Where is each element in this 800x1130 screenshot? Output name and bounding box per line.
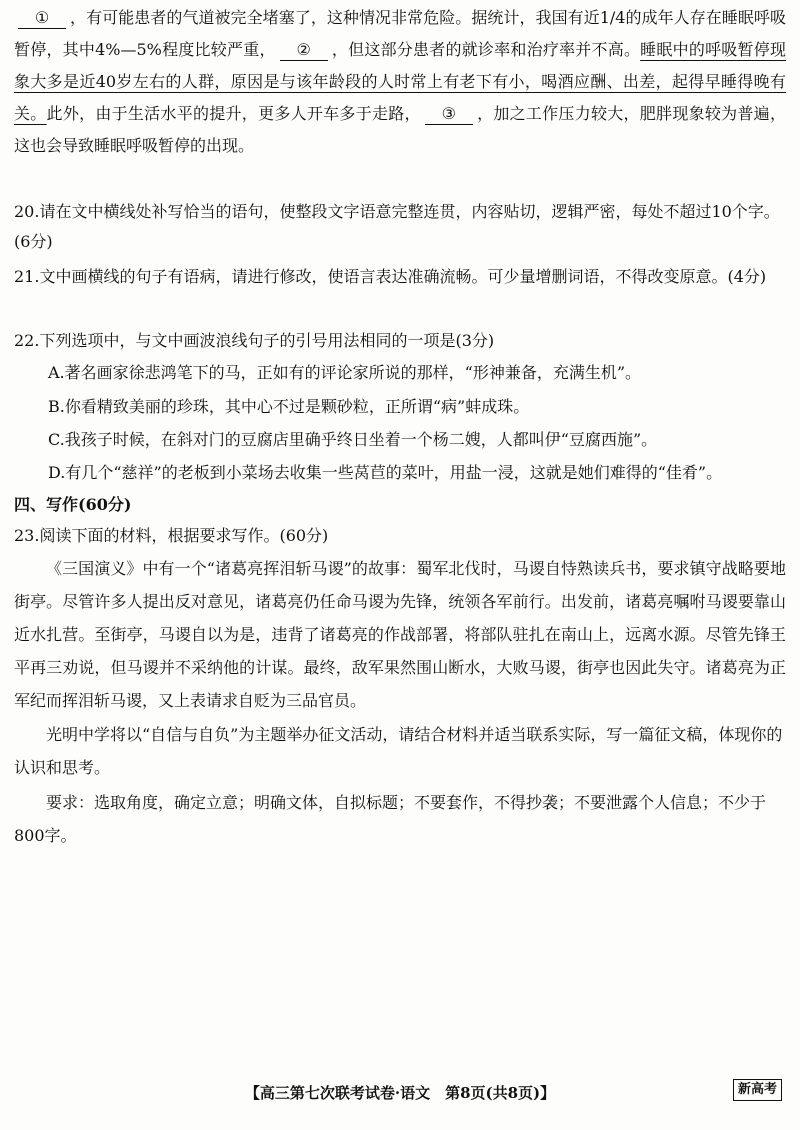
- option-c: C.我孩子时候，在斜对门的豆腐店里确乎终日坐着一个杨二嫂，人都叫伊“豆腐西施”。: [48, 430, 658, 449]
- passage-sentence-1: ，有可能患者的气道被完全堵塞了，这种情况非常危险。据统计，我国有近1/4的成年人存在睡眠呼吸暂停，其中4%—5%程度比较严重，: [14, 8, 786, 59]
- passage-sentence-4: ，加之工作压力较大，肥胖现象较为普遍，这也会导致睡眠呼吸暂停的出现。: [14, 104, 786, 155]
- writing-task: 光明中学将以“自信与自负”为主题举办征文活动，请结合材料并适当联系实际，写一篇征文稿，体现你的认识和思考。: [14, 725, 783, 777]
- exam-type-badge: 新高考: [733, 1079, 782, 1101]
- writing-requirements: 要求：选取角度，确定立意；明确文体，自拟标题；不要套作，不得抄袭；不要泄露个人信息；不少于800字。: [14, 793, 767, 845]
- option-d: D.有几个“慈祥”的老板到小菜场去收集一些莴苣的菜叶，用盐一浸，这就是她们难得的“佳肴”。: [48, 463, 723, 482]
- writing-material: 《三国演义》中有一个“诸葛亮挥泪斩马谡”的故事：蜀军北伐时，马谡自恃熟读兵书，要求镇守战略要地街亭。尽管许多人提出反对意见，诸葛亮仍任命马谡为先锋，统领各军前行。出发前，诸葛亮嘱咐马谡要靠山近水扎营。至街亭，马谡自以为是，违背了诸葛亮的作战部署，将部队驻扎在南山上，远离水源。尽管先锋王平再三劝说，但马谡并不采纳他的计谋。最终，敌军果然围山断水，大败马谡，街亭也因此失守。诸葛亮为正军纪而挥泪斩马谡，又上表请求自贬为三品官员。: [14, 559, 786, 710]
- blank-1: ①: [18, 8, 66, 29]
- underlined-sentence: 睡眠中的呼吸暂停现象大多是近40岁左右的人群，原因是与该年龄段的人时常上有老下有小，喝酒应酬、出差，起得早睡得晚有关。: [14, 40, 786, 123]
- question-22: 22.下列选项中，与文中画波浪线句子的引号用法相同的一项是(3分): [14, 331, 495, 350]
- option-b: B.你看精致美丽的珍珠，其中心不过是颗砂粒，正所谓“病”蚌成珠。: [48, 397, 530, 416]
- option-a: A.著名画家徐悲鸿笔下的马，正如有的评论家所说的那样，“形神兼备，充满生机”。: [48, 363, 642, 382]
- blank-3: ③: [425, 104, 473, 125]
- passage-sentence-3: 此外，由于生活水平的提升，更多人开车多于走路，: [46, 104, 421, 123]
- question-23: 23.阅读下面的材料，根据要求写作。(60分): [14, 526, 329, 545]
- page-footer: 【高三第七次联考试卷·语文 第8页(共8页)】: [244, 1084, 556, 1102]
- writing-section-title: 四、写作(60分): [14, 495, 132, 514]
- question-20: 20.请在文中横线处补写恰当的语句，使整段文字语意完整连贯，内容贴切，逻辑严密，每处不超过10个字。(6分): [14, 202, 780, 251]
- blank-2: ②: [280, 40, 328, 61]
- passage-sentence-2: ，但这部分患者的就诊率和治疗率并不高。: [331, 40, 641, 59]
- passage-paragraph: [14, 2, 786, 162]
- question-21: 21.文中画横线的句子有语病，请进行修改，使语言表达准确流畅。可少量增删词语，不得改变原意。(4分): [14, 267, 767, 286]
